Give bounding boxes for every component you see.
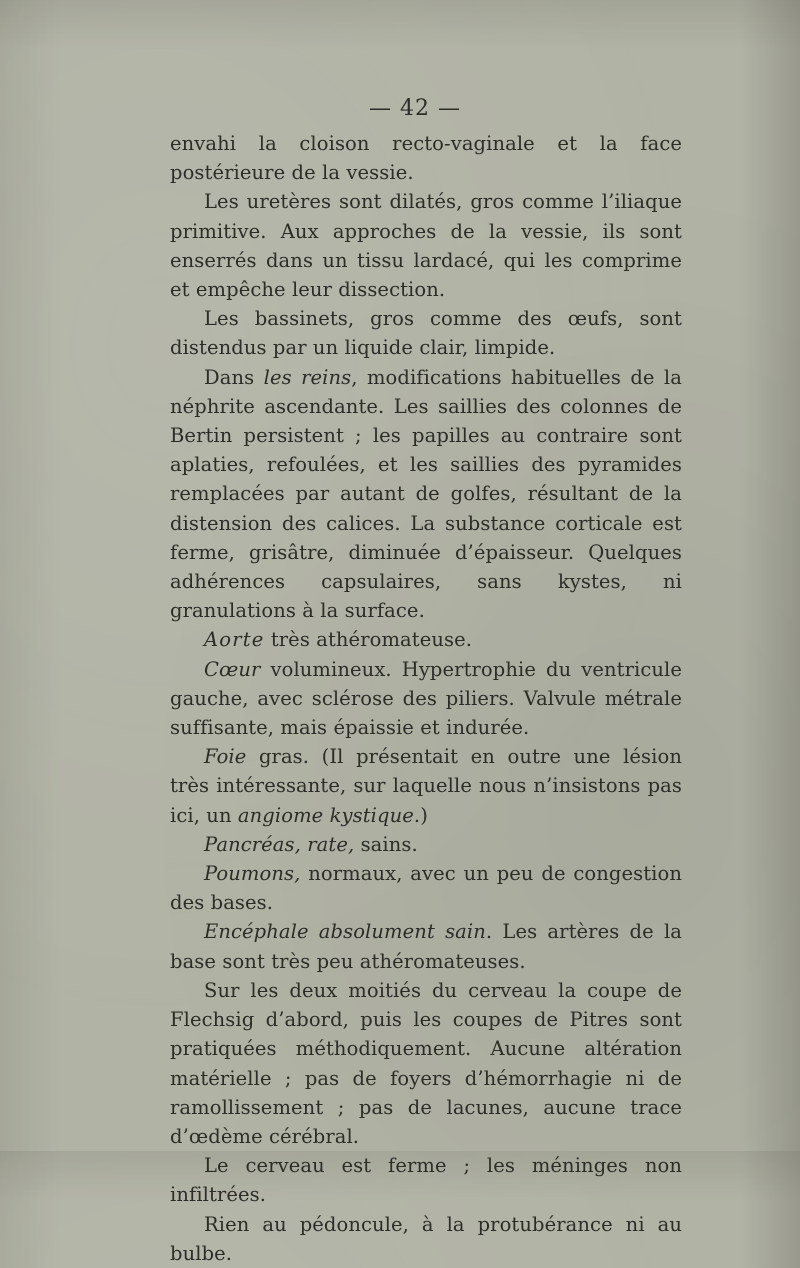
italic-run: Cœur bbox=[204, 657, 261, 681]
text-run: . Les artères de la base sont très peu athéromateuses. bbox=[170, 920, 683, 973]
text-run: normaux, avec un peu de congestion des bases. bbox=[170, 862, 682, 915]
italic-run: Foie bbox=[204, 745, 247, 769]
italic-run: les reins bbox=[263, 365, 352, 389]
text-run: Les bassinets, gros comme des œufs, sont distendus par un liquide clair, limpide. bbox=[170, 307, 682, 360]
page-number: — 42 — bbox=[369, 96, 461, 121]
text-run: Rien au pédoncule, à la protubérance ni au bulbe. bbox=[170, 1212, 682, 1265]
text-run: Les uretères sont dilatés, gros comme l’iliaque primitive. Aux approches de la vessie, ils sont enserrés dans un tissu lardacé, qui les comprime et empêche leur dissection. bbox=[170, 190, 682, 302]
text-run: , modifications habituelles de la néphrite ascendante. Les saillies des colonnes de Bertin persistent ; les papilles au contraire sont aplaties, refoulées, et les saillies des pyramides remplacées par autant de golfes, résultant de la distension des calices. La substance corticale est ferme, grisâtre, diminuée d’épaisseur. Quelques adhérences capsulaires, sans kystes, ni granulations à la surface. bbox=[170, 365, 682, 623]
paragraph bbox=[170, 625, 682, 654]
text-run: volumineux. Hypertrophie du ventricule gauche, avec sclérose des piliers. Valvule métrale suffisante, mais épaissie et indurée. bbox=[170, 657, 682, 740]
paragraph bbox=[170, 187, 682, 304]
body-text bbox=[170, 129, 682, 1268]
text-run: ) bbox=[420, 803, 428, 827]
italic-run: Pancréas, rate, bbox=[204, 832, 355, 856]
text-run: sains. bbox=[354, 832, 418, 856]
text-run: envahi la cloison recto-vaginale et la face postérieure de la vessie. bbox=[170, 132, 682, 185]
paragraph bbox=[170, 129, 682, 187]
paragraph bbox=[170, 1151, 682, 1209]
paragraph bbox=[170, 655, 682, 743]
paragraph bbox=[170, 830, 682, 859]
italic-run: Encéphale absolument sain bbox=[204, 920, 486, 944]
text-run: Sur les deux moitiés du cerveau la coupe de Flechsig d’abord, puis les coupes de Pitres sont pratiquées méthodiquement. Aucune altération matérielle ; pas de foyers d’hémorrhagie ni de ramollissement ; pas de lacunes, aucune trace d’œdème cérébral. bbox=[170, 978, 682, 1148]
text-run: très athéromateuse. bbox=[264, 628, 473, 652]
paragraph bbox=[170, 917, 682, 975]
text-run: gras. (Il présentait en outre une lésion très intéressante, sur laquelle nous n’insistons pas ici, un bbox=[170, 745, 682, 827]
paragraph bbox=[170, 1210, 682, 1268]
paragraph bbox=[170, 859, 682, 917]
paragraph bbox=[170, 304, 682, 362]
italic-run: Aorte bbox=[204, 628, 265, 652]
paragraph bbox=[170, 742, 682, 830]
paragraph bbox=[170, 976, 682, 1151]
paragraph bbox=[170, 363, 682, 626]
italic-run: angiome kystique. bbox=[237, 803, 421, 827]
italic-run: Poumons, bbox=[204, 862, 301, 886]
text-run: Le cerveau est ferme ; les méninges non infiltrées. bbox=[170, 1154, 682, 1207]
text-run: Dans bbox=[204, 365, 264, 389]
